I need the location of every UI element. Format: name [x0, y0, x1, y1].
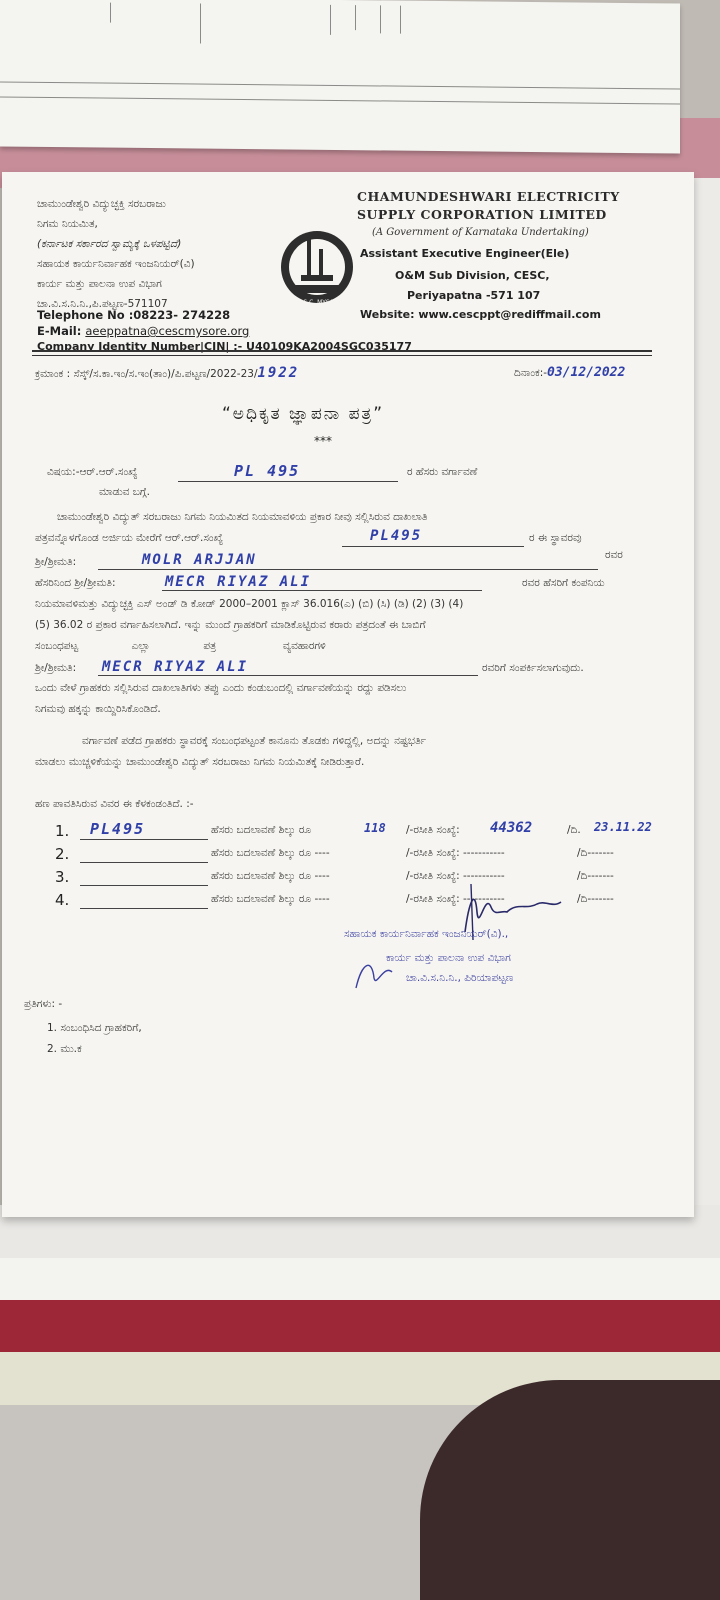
body-line: ವರ್ಗಾವಣೆ ಪಡೆದ ಗ್ರಾಹಕರು ಸ್ಥಾವರಕ್ಕೆ ಸಂಬಂಧಪಟ್ಟಂತೆ ಕಾನೂನು ತೊಡಕು ಗಳಿದ್ದಲ್ಲಿ, ಅದನ್ನು ನಷ್ಟಭರ್ತಿ: [82, 735, 427, 747]
payment-receipt-label: /-ರಸೀತಿ ಸಂಖ್ಯೆ:: [406, 824, 460, 836]
header-kn-line: (ಕರ್ನಾಟಕ ಸರ್ಕಾರದ ಸ್ವಾಮ್ಯಕ್ಕೆ ಒಳಪಟ್ಟಿದೆ): [37, 238, 182, 250]
payment-fee-label: ಹೆಸರು ಬದಲಾವಣೆ ಶಿಲ್ಕು ರೂ ----: [211, 893, 330, 905]
reference-handwritten: 1922: [257, 365, 300, 381]
header-kn-line: ಸಹಾಯಕ ಕಾರ್ಯನಿರ್ವಾಹಕ ಇಂಜನಿಯರ್(ವಿ): [37, 258, 195, 270]
memo-date: [514, 365, 625, 380]
header-kn-line: ಕಾರ್ಯ ಮತ್ತು ಪಾಲನಾ ಉಪ ವಿಭಾಗ: [37, 278, 162, 290]
website: Website: www.cescppt@rediffmail.com: [360, 308, 601, 321]
body-rr-handwritten: PL495: [370, 528, 423, 544]
body-line: ಮಾಡಲು ಮುಚ್ಚಳಿಕೆಯನ್ನು ಚಾಮುಂಡೇಶ್ವರಿ ವಿದ್ಯುತ್ ಸರಬರಾಜು ನಿಗಮ ನಿಯಮಿತಕ್ಕೆ ನೀಡಿರುತ್ತಾರೆ.: [35, 756, 365, 768]
govt-note: (A Government of Karnataka Undertaking): [372, 227, 589, 238]
body-underline: [342, 546, 524, 547]
body-line: ಪತ್ರವನ್ನೊಳಗೊಂಡ ಅರ್ಜಿಯ ಮೇರೆಗೆ ಆರ್.ಆರ್.ಸಂಖ್ಯೆ: [35, 532, 224, 544]
payment-row-number: 2.: [55, 845, 70, 863]
payment-receipt-label: /-ರಸೀತಿ ಸಂಖ್ಯೆ: -----------: [406, 870, 505, 882]
new-name-handwritten: MECR RIYAZ ALI: [102, 659, 249, 675]
subject-label: ವಿಷಯ:-ಆರ್.ಆರ್.ಸಂಖ್ಯೆ: [47, 466, 138, 478]
old-name-handwritten: MOLR ARJJAN: [142, 552, 257, 568]
payment-receipt-label: /-ರಸೀತಿ ಸಂಖ್ಯೆ: -----------: [406, 893, 505, 905]
subject-rr-number: PL 495: [234, 462, 301, 480]
body-line: ಒಂದು ವೇಳೆ ಗ್ರಾಹಕರು ಸಲ್ಲಿಸಿರುವ ದಾಖಲಾತಿಗಳು ತಪ್ಪು ಎಂದು ಕಂಡುಬಂದಲ್ಲಿ ವರ್ಗಾವಣೆಯನ್ನು ರದ್ದು ಪಡಿಸಲು: [35, 682, 407, 694]
email-label: E-Mail:: [37, 324, 82, 338]
payment-underline: [80, 885, 208, 886]
header-rule-thin: [32, 355, 652, 356]
payment-row-number: 1.: [55, 822, 70, 840]
red-folder: [0, 1300, 720, 1360]
body-line: ರವರ: [605, 549, 623, 561]
signature-division: ಕಾರ್ಯ ಮತ್ತು ಪಾಲನಾ ಉಪ ವಿಭಾಗ: [386, 952, 511, 964]
subject-underline: [178, 481, 398, 482]
date-handwritten: 03/12/2022: [547, 365, 626, 380]
header-kannada: [37, 194, 195, 314]
body-line: ಸಂಬಂಧಪಟ್ಟ ಎಲ್ಲಾ ಪತ್ರ ವ್ಯವಹಾರಗಳಿ: [35, 640, 326, 652]
header-kn-line: ಚಾಮುಂಡೇಶ್ವರಿ ವಿದ್ಯುಚ್ಛಕ್ತಿ ಸರಬರಾಜು: [37, 198, 166, 210]
title-stars: ***: [314, 434, 332, 448]
payment-date-label: /ದಿ-------: [577, 870, 614, 882]
body-line: ಹೆಸರಿನಿಂದ ಶ್ರೀ/ಶ್ರೀಮತಿ:: [35, 577, 116, 589]
office-title: Assistant Executive Engineer(Ele): [360, 247, 570, 260]
body-line: ನಿಗಮವು ಹಕ್ಕನ್ನು ಕಾಯ್ದಿರಿಸಿಕೊಂಡಿದೆ.: [35, 703, 161, 715]
payment-receipt-handwritten: 44362: [490, 820, 533, 836]
payment-underline: [80, 862, 208, 863]
body-line: ನಿಯಮಾವಳಿಮತ್ತು ವಿದ್ಯುಚ್ಛಕ್ತಿ ಎಸ್ ಅಂಡ್ ಡಿ ಕೋಡ್ 2000–2001 ಕ್ಲಾಸ್ 36.016(ಎ) (ಬಿ) (ಸಿ) (ಡಿ) (2) (3) (4): [35, 598, 464, 610]
body-underline: [162, 590, 482, 591]
sri-label: ಶ್ರೀ/ಶ್ರೀಮತಿ:: [35, 556, 77, 568]
body-line: (5) 36.02 ರ ಪ್ರಕಾರ ವರ್ಗಾಹಿಸಲಾಗಿದೆ. ಇನ್ನು ಮುಂದೆ ಗ್ರಾಹಕರಿಗೆ ಮಾಡಿಕೊಟ್ಟಿರುವ ಕರಾರು ಪತ್ರದಂತೆ ಈ ಬಾಬಿಗೆ: [35, 619, 426, 631]
body-line: ರ ಈ ಸ್ಥಾವರವು: [529, 532, 582, 544]
memo-document: [2, 172, 694, 1217]
payment-date-label: /ದಿ-------: [577, 847, 614, 859]
company-line2: SUPPLY CORPORATION LIMITED: [357, 207, 607, 222]
body-underline: [98, 675, 478, 676]
reference-number: [35, 365, 299, 381]
payment-fee-handwritten: 118: [364, 821, 386, 835]
place: Periyapatna -571 107: [407, 289, 541, 302]
new-name-handwritten: MECR RIYAZ ALI: [165, 574, 312, 590]
company-line1: CHAMUNDESHWARI ELECTRICITY: [357, 189, 620, 204]
header-rule: [32, 350, 652, 352]
payment-rr-handwritten: PL495: [90, 820, 146, 838]
payment-date-handwritten: 23.11.22: [594, 820, 652, 834]
telephone: Telephone No :08223- 274228: [37, 308, 231, 322]
email-line: [37, 324, 249, 338]
payment-intro: ಹಣ ಪಾವತಿಸಿರುವ ವಿವರ ಈ ಕೆಳಕಂಡಂತಿದೆ. :-: [35, 798, 194, 810]
reference-label: ಕ್ರಮಾಂಕ : ಸೆಸ್ಕ್/ಸ.ಕಾ.ಇಂ/ಸ.ಇಂ(ತಾಂ)/ಪಿ.ಪಟ್ಟಣ/2022-23/: [35, 368, 258, 380]
payment-fee-label: ಹೆಸರು ಬದಲಾವಣೆ ಶಿಲ್ಕು ರೂ: [211, 824, 312, 836]
header-kn-line: ನಿಗಮ ನಿಯಮಿತ,: [37, 218, 98, 230]
copies-item: 1. ಸಂಬಂಧಿಸಿದ ಗ್ರಾಹಕರಿಗೆ,: [47, 1022, 142, 1034]
logo-text: C.E.S.C. MYSORE: [291, 299, 343, 306]
subject-line2: ಮಾಡುವ ಬಗ್ಗೆ.: [99, 486, 150, 498]
payment-underline: [80, 839, 208, 840]
payment-date-label: /ದಿ.: [567, 824, 581, 836]
payment-date-label: /ದಿ-------: [577, 893, 614, 905]
body-underline: [98, 569, 598, 570]
body-line: ಚಾಮುಂಡೇಶ್ವರಿ ವಿದ್ಯುತ್ ಸರಬರಾಜು ನಿಗಮ ನಿಯಮಿತದ ನಿಯಮಾವಳಿಯ ಪ್ರಕಾರ ನೀವು ಸಲ್ಲಿಸಿರುವ ದಾಖಲಾತಿ: [57, 511, 428, 523]
stamp-mark: [352, 954, 398, 994]
email-link[interactable]: aeeppatna@cescmysore.org: [85, 324, 250, 338]
date-label: ದಿನಾಂಕ:-: [514, 367, 548, 379]
copies-item: 2. ಮು.ಕ: [47, 1043, 82, 1055]
division: O&M Sub Division, CESC,: [395, 269, 550, 282]
subject-tail: ರ ಹೆಸರು ವರ್ಗಾವಣೆ: [407, 466, 478, 478]
sri-label: ಶ್ರೀ/ಶ್ರೀಮತಿ:: [35, 662, 77, 674]
copies-label: ಪ್ರತಿಗಳು: -: [24, 998, 63, 1010]
cin-number: Company Identity Number|CIN| :- U40109KA2004SGC035177: [37, 340, 412, 353]
payment-fee-label: ಹೆಸರು ಬದಲಾವಣೆ ಶಿಲ್ಕು ರೂ ----: [211, 847, 330, 859]
payment-receipt-label: /-ರಸೀತಿ ಸಂಖ್ಯೆ: -----------: [406, 847, 505, 859]
cesc-logo: [277, 227, 357, 307]
signature-place: ಚಾ.ವಿ.ಸ.ನಿ.ನಿ., ಪಿರಿಯಾಪಟ್ಟಣ: [406, 972, 514, 984]
header-kn-line: ಚಾ.ವಿ.ಸ.ನಿ.ನಿ.,ಪಿ.ಪಟ್ಟಣ-571107: [37, 298, 168, 310]
paper-above: [0, 0, 680, 154]
body-line: ರವರಿಗೆ ಸಂಪರ್ಕಿಸಲಾಗುವುದು.: [482, 662, 584, 674]
payment-fee-label: ಹೆಸರು ಬದಲಾವಣೆ ಶಿಲ್ಕು ರೂ ----: [211, 870, 330, 882]
payment-row-number: 4.: [55, 891, 70, 909]
body-line: ರವರ ಹೆಸರಿಗೆ ಕಂಪನಿಯ: [522, 577, 605, 589]
signature-designation: ಸಹಾಯಕ ಕಾರ್ಯನಿರ್ವಾಹಕ ಇಂಜನಿಯರ್(ವಿ).,: [344, 928, 509, 940]
payment-row-number: 3.: [55, 868, 70, 886]
memo-title: “ಅಧಿಕೃತ ಜ್ಞಾಪನಾ ಪತ್ರ”: [222, 404, 385, 424]
payment-underline: [80, 908, 208, 909]
